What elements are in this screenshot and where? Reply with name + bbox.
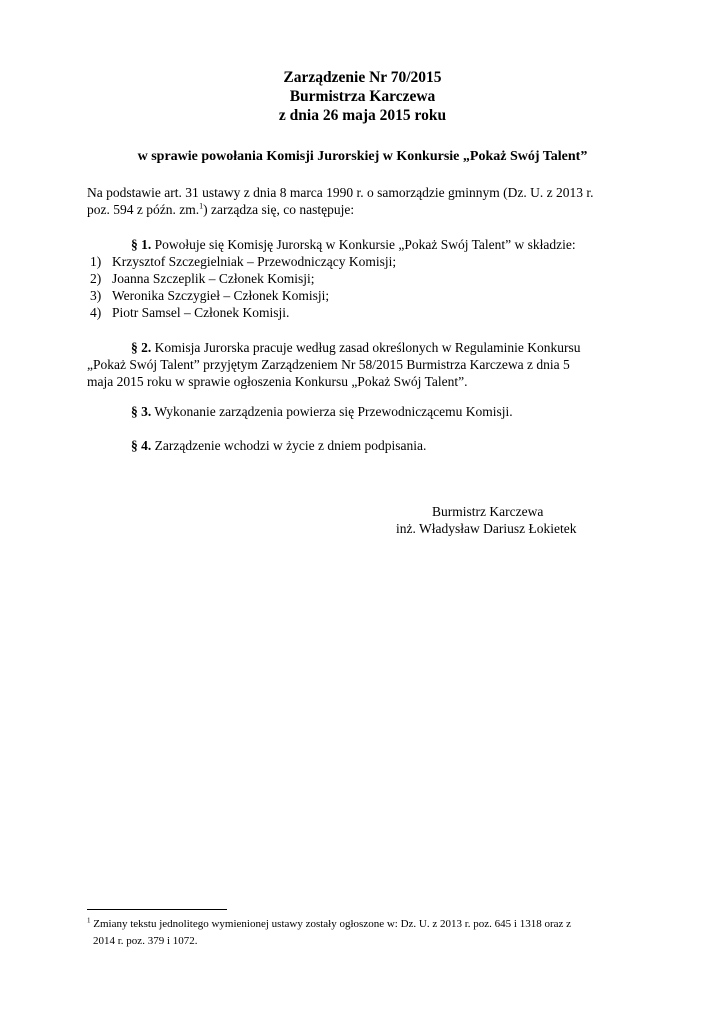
section-3	[131, 403, 513, 420]
section-3-text: Wykonanie zarządzenia powierza się Przewodniczącemu Komisji.	[151, 404, 513, 419]
signature-name: inż. Władysław Dariusz Łokietek	[396, 521, 577, 536]
list-item-text: Piotr Samsel – Członek Komisji.	[112, 305, 290, 320]
footnote-line-2: 2014 r. poz. 379 i 1072.	[93, 935, 198, 947]
list-item	[90, 270, 314, 287]
section-2-line-3: maja 2015 roku w sprawie ogłoszenia Konkursu „Pokaż Swój Talent”.	[87, 374, 468, 389]
document-title: Zarządzenie Nr 70/2015	[283, 69, 442, 86]
section-1-text: Powołuje się Komisję Jurorską w Konkursie „Pokaż Swój Talent” w składzie:	[151, 237, 576, 252]
preamble-line-1: Na podstawie art. 31 ustawy z dnia 8 marca 1990 r. o samorządzie gminnym (Dz. U. z 2013 r.	[87, 185, 594, 200]
section-1	[131, 236, 576, 253]
list-item-text: Krzysztof Szczegielniak – Przewodniczący Komisji;	[112, 254, 397, 269]
list-item	[90, 304, 289, 321]
document-subject: w sprawie powołania Komisji Jurorskiej w Konkursie „Pokaż Swój Talent”	[137, 149, 588, 164]
section-2-text: Komisja Jurorska pracuje według zasad określonych w Regulaminie Konkursu	[151, 340, 581, 355]
section-4-mark: § 4.	[131, 438, 152, 453]
list-item-number: 4)	[90, 305, 102, 320]
list-item-number: 2)	[90, 271, 102, 286]
section-3-mark: § 3.	[131, 404, 152, 419]
document-date: z dnia 26 maja 2015 roku	[278, 107, 447, 124]
list-item-number: 1)	[90, 254, 102, 269]
list-item-text: Weronika Szczygieł – Członek Komisji;	[112, 288, 330, 303]
preamble-line-2	[87, 201, 354, 218]
footnote-mark: 1	[87, 916, 91, 925]
signature-role: Burmistrz Karczewa	[432, 504, 544, 519]
section-4-text: Zarządzenie wchodzi w życie z dniem podpisania.	[151, 438, 427, 453]
list-item	[90, 253, 396, 270]
footnote-text: Zmiany tekstu jednolitego wymienionej ustawy zostały ogłoszone w: Dz. U. z 2013 r. poz. 645 i 1318 oraz z	[90, 918, 572, 930]
document-issuer: Burmistrza Karczewa	[289, 88, 436, 105]
section-2-line-2: „Pokaż Swój Talent” przyjętym Zarządzeniem Nr 58/2015 Burmistrza Karczewa z dnia 5	[87, 357, 570, 372]
list-item-number: 3)	[90, 288, 102, 303]
list-item	[90, 287, 329, 304]
section-2-line-1	[131, 339, 581, 356]
section-2-mark: § 2.	[131, 340, 152, 355]
section-1-mark: § 1.	[131, 237, 152, 252]
preamble-text-end: ) zarządza się, co następuje:	[203, 202, 355, 217]
footnote-reference: 1	[199, 201, 204, 211]
section-4	[131, 437, 426, 454]
list-item-text: Joanna Szczeplik – Członek Komisji;	[112, 271, 315, 286]
footnote-divider	[87, 909, 227, 910]
footnote-line-1	[87, 917, 571, 931]
preamble-text: poz. 594 z późn. zm.	[87, 202, 200, 217]
